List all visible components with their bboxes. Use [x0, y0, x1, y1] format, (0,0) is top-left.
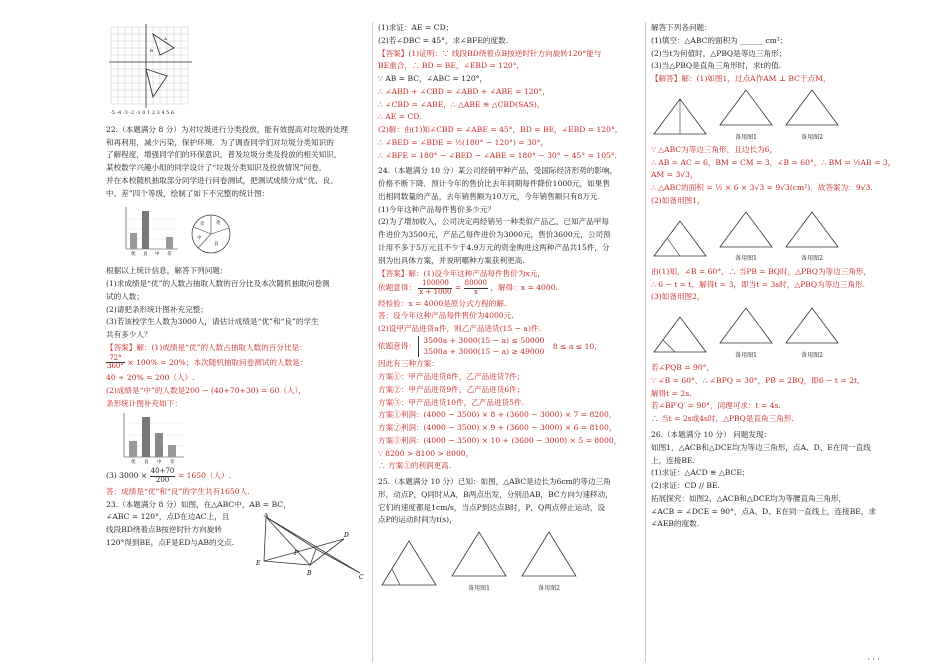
a24-eq-d1: x + 1000	[419, 288, 452, 296]
q25-1: (1)填空：△ABC的面积为 ______ cm²；	[651, 35, 788, 45]
column-1	[106, 22, 368, 579]
a24-sys-pre: 依题意得：	[378, 341, 416, 351]
q26-line-8: ∠AEB的度数.	[651, 519, 700, 529]
q25-line-4: 点P的运动时间为t(s)，	[378, 515, 457, 525]
a22-frac-den: 360°	[107, 362, 124, 371]
a24-sys-post: 8 ≤ a ≤ 10.	[552, 341, 597, 351]
svg-text:B: B	[150, 48, 153, 53]
a25-1-line-4: ∴ △ABC的面积 = ½ × 6 × 3√3 = 9√3(cm²)．故答案为：9√3.	[651, 183, 873, 193]
q24-line-3: 出相同数量的产品，去年销售额为10万元，今年销售额只有8万元.	[378, 191, 600, 201]
column-divider-2	[645, 22, 646, 662]
pie-label-zhong: 中	[197, 236, 202, 242]
bar-chart-incomplete	[120, 205, 180, 257]
a25-fig1-spare-2	[783, 87, 841, 129]
q22-line-1: 22.（本题满分 8 分）为对垃圾进行分类投放，能有效提高对垃圾的处理	[106, 124, 348, 134]
a25-figs-3	[651, 305, 913, 360]
fig25-row	[378, 528, 640, 593]
q24-line-5: (2)为了增加收入，公司决定再经销另一种类似产品乙，已知产品甲每	[378, 217, 609, 227]
a22-calc-text: × 100% = 20%；本次随机抽取问卷测试的人数是：	[127, 357, 308, 367]
q22-line-2: 和再利用，减少污染，保护环境．为了调查同学们对垃圾分类知识的	[106, 137, 334, 147]
q22-3-b: 共有多少人？	[106, 330, 152, 340]
bar-you	[130, 233, 137, 249]
fig25-cap-2: 备用图2	[538, 584, 560, 592]
a24-plan-9: ∴ 方案①的利润更高.	[378, 461, 452, 471]
fig23-triangle	[256, 513, 366, 579]
fig23-label-b: B	[307, 569, 312, 577]
bar-label-zhong: 中	[155, 252, 160, 258]
a23-line-8: ∴ ∠BED = ∠BDE = ½(180° − 120°) = 30°，	[378, 137, 549, 147]
bar2-label-cha: 差	[170, 460, 175, 466]
a25-fig2-main	[651, 218, 709, 260]
a25-1-line-1: ∵ △ABC为等边三角形，且边长为6，	[651, 144, 778, 154]
a24-plan-7: 方案③利润：(4000 − 3500) × 10 + (3600 − 3000) × 5 = 8000，	[378, 435, 622, 445]
coordinate-grid-figure	[106, 22, 196, 114]
a24-plan-2: 方案①：甲产品进货8件，乙产品进货7件；	[378, 372, 525, 381]
fig23-label-a: A	[264, 512, 269, 519]
bar-label-cha: 差	[167, 252, 172, 258]
a25-fig3-cap-2: 备用图2	[801, 351, 823, 359]
a25-2-line-1: 由(1)知，∠B = 60°，∴ 当PB = BQ时，△PBQ为等边三角形，	[651, 266, 872, 276]
q25-line-1: 25.（本题满分 10 分）已知：如图，△ABC是边长为6cm的等边三角	[378, 477, 611, 487]
q26-line-6: 拓展探究：如图2，△ACB和△DCE均为等腰直角三角形，	[651, 493, 847, 503]
a25-3-line-3: 解得t = 2s.	[651, 388, 692, 398]
q22-3-a: (3)若该校学生人数为3000人，请估计成绩是“优”和“良”的学生	[106, 317, 319, 327]
a23-line-7: (2)解：由(1)知∠CBD = ∠ABE = 45°，BD = BE，∠EBD = 120°，	[378, 125, 623, 135]
fig25-cap-1: 备用图1	[468, 584, 490, 592]
svg-text:A: A	[164, 36, 167, 41]
fig23-label-e: E	[256, 559, 261, 567]
a22-frac-num: 72°	[106, 355, 125, 364]
a24-eq-d2: x	[473, 288, 478, 296]
q25-line-3: 它们的速度都是1cm/s，当点P到达点B时，P，Q两点停止运动，设	[378, 502, 606, 512]
a24-plan-8: ∵ 8200 > 8100 > 8000，	[378, 448, 474, 458]
a24-plan-1: 因此有三种方案：	[378, 359, 439, 369]
q23-line-2: ∠ABC = 120°，点D在边AC上，且	[106, 512, 230, 522]
a25-fig3-spare-2	[783, 305, 841, 347]
fig23-label-f: F	[294, 549, 299, 557]
q26-line-7: ∠ACB = ∠DCE = 90°，点A、D、E在同一直线上，连接BE，求	[651, 506, 877, 516]
bar-cha	[166, 237, 173, 249]
q24-line-4: (1)今年这种产品每件售价多少元？	[378, 204, 496, 214]
a24-eq-n1: 100000	[418, 280, 452, 289]
page-mark: · · ·	[867, 654, 880, 664]
column-2	[378, 22, 640, 595]
q26-line-3: 上，连接BE.	[651, 455, 695, 465]
a22-line-3: (2)成绩是“中”的人数是200 − (40+70+30) = 60（人），	[106, 385, 307, 395]
q25-3: (3)当△PBQ是直角三角形时，求t的值.	[651, 61, 782, 71]
a25-1-line-5: (2)如备用图1，	[651, 195, 705, 205]
bar2-label-you: 优	[131, 460, 136, 466]
a25-3-line-5: ∴ 当t = 2s或4s时，△PBQ是直角三角形.	[651, 414, 794, 424]
a23-line-5: ∴ ∠CBD = ∠ABE，∴ △ABE ≌ △CBD(SAS)，	[378, 99, 545, 109]
a25-fig2-spare-1	[717, 209, 775, 251]
a24-head: 【答案】解：(1)设今年这种产品每件售价为x元，	[378, 268, 545, 278]
a24-eq-post: ，解得：x = 4000.	[490, 283, 558, 293]
fig25-main	[378, 537, 440, 589]
a24-plan-4: 方案③：甲产品进货10件，乙产品进货5件.	[378, 397, 524, 407]
bar2-zhong	[155, 433, 163, 457]
a25-figs-2	[651, 209, 913, 264]
grid-ticks: -5 -4 -3 -2 -1 0 1 2 3 4 5 6	[110, 110, 175, 116]
a25-fig3-main	[651, 314, 709, 356]
q26-line-4: (1)求证：△ACD ≌ △BCE；	[651, 468, 750, 478]
q22-1-a: (1)求成绩是“优”的人数占抽取人数的百分比及本次随机抽取问卷测	[106, 279, 330, 289]
a25-fig2-spare-2	[783, 209, 841, 251]
fig25-spare-1	[448, 528, 510, 580]
a22-line-4: 条形统计图补充如下：	[106, 398, 182, 408]
a22-head: 【答案】解：(1)成绩是“优”的人数占抽取人数的百分比是：	[106, 342, 307, 352]
q26-line-5: (2)求证：CD // BE.	[651, 481, 720, 491]
a23-line-9: ∴ ∠BFE = 180° − ∠BED − ∠ABE = 180° − 30° − 45° = 105°.	[378, 150, 618, 160]
pie-label-cha: 差	[200, 222, 205, 228]
a25-fig1-cap-1: 备用图1	[735, 133, 757, 141]
q22-1-b: 试的人数；	[106, 291, 144, 301]
a24-line-2: 答：设今年这种产品每件售价为4000元.	[378, 311, 514, 321]
a25-fig3-cap-1: 备用图1	[735, 351, 757, 359]
a25-3-line-2: ∵ ∠B = 60°，∴ ∠BPQ = 30°，PB = 2BQ，即6 − t = 2t，	[651, 375, 865, 385]
a23-line-4: ∴ ∠ABD + ∠CBD = ∠ABD + ∠ABE = 120°，	[378, 86, 550, 96]
a25-fig1-main	[651, 96, 709, 138]
bar2-label-zhong: 中	[157, 460, 162, 466]
a23-line-3: ∵ AB = BC，∠ABC = 120°，	[378, 74, 488, 84]
a25-2-line-2: ∴ 6 − t = t，解得t = 3，即当t = 3s时，△PBQ为等边三角形.	[651, 279, 866, 289]
bar2-liang	[142, 417, 150, 457]
q24-line-2: 价格不断下降．预计今年的售价比去年同期每件降价1000元，如果售	[378, 179, 610, 189]
bar-label-you: 优	[131, 252, 136, 258]
column-divider-1	[372, 22, 373, 662]
q22-line-6: 中、差”四个等级，绘制了如下不完整的统计图：	[106, 188, 270, 198]
a22-line-2: 40 ÷ 20% = 200（人）.	[106, 373, 195, 383]
bar-label-liang: 良	[143, 252, 148, 258]
a25-fig1-spare-1	[717, 87, 775, 129]
fig23-label-d: D	[344, 531, 349, 539]
q22-prompt: 根据以上统计信息，解答下列问题：	[106, 266, 228, 276]
a24-system	[378, 336, 640, 357]
a25-head: 【解答】解：(1)如图1，过点A作AM ⊥ BC于点M，	[651, 74, 831, 84]
q22-line-5: 并在本校随机抽取部分同学进行问卷测试，把测试成绩分成“优、良、	[106, 175, 338, 185]
a25-fig2-cap-1: 备用图1	[735, 255, 757, 263]
a22-3	[106, 468, 368, 484]
a25-2-line-3: (3)如备用图2，	[651, 292, 705, 302]
q25-line-2: 形，动点P，Q同时从A，B两点出发，分别沿AB，BC方向匀速移动，	[378, 489, 613, 499]
q23-2: (2)若∠DBC = 45°，求∠BFE的度数.	[378, 35, 509, 45]
q24-line-7: 计用不多于5万元且不少于4.9万元的资金购进这两种产品共15件，分	[378, 243, 610, 253]
bar2-you	[129, 441, 137, 457]
a24-sys-2: 3500a + 3000(15 − a) ≥ 49000	[423, 346, 545, 356]
fig23-label-c: C	[359, 573, 364, 579]
a25-1-line-2: ∴ AB = AC = 6，BM = CM = 3，∠B = 60°，∴ BM = ½AB = 3，	[651, 157, 896, 167]
q24-line-1: 24.（本题满分 10 分）某公司经销甲种产品，受国际经济形势的影响，	[378, 166, 618, 176]
a22-3-num: 40+70	[150, 467, 175, 476]
a22-3-end: 答：成绩是“优”和“良”的学生共有1650人.	[106, 486, 250, 496]
q23-block	[106, 499, 368, 579]
a24-line-3: (2)设甲产品进货a件，则乙产品进货(15 − a)件.	[378, 324, 541, 334]
a23-line-6: ∴ AE = CD.	[378, 112, 422, 122]
q22-line-3: 了解程度，增强同学们的环保意识，普及垃圾分类及投放的相关知识，	[106, 150, 342, 160]
a25-1-line-3: AM = 3√3，	[651, 170, 698, 180]
q24-line-6: 件进价为3500元，产品乙每件进价为3000元，售价3600元，公司预	[378, 230, 611, 240]
a25-figs-1	[651, 87, 913, 142]
q23-line-3: 线段BD绕着点B按逆时针方向旋转	[106, 525, 222, 535]
q23-line-1: 23.（本题满分 8 分）如图，在△ABC中，AB = BC，	[106, 499, 291, 509]
q23-1: (1)求证：AE = CD；	[378, 23, 454, 32]
pie-label-liang: 良	[214, 242, 219, 248]
q26-line-1: 26.（本题满分 10 分） 问题发现：	[651, 429, 772, 439]
a25-3-line-1: 若∠PQB = 90°，	[651, 363, 715, 373]
a25-3-line-4: 若∠BP′Q′ = 90°，同理可求：t = 4s.	[651, 401, 781, 411]
bar-chart-complete	[118, 411, 188, 465]
q25-continued: 解答下列各问题：	[651, 23, 712, 32]
a23-line-2: BE重合，∴ BD = BE，∠EBD = 120°，	[378, 61, 525, 71]
pie-label-you: 优	[216, 221, 221, 227]
q26-line-2: 如图1，△ACB和△DCE均为等边三角形，点A、D、E在同一直线	[651, 442, 871, 452]
fig25-spare-2	[518, 528, 580, 580]
pie-chart	[188, 211, 234, 257]
a24-eq: 依题意得： $\frac{100000}{x + 1000}$ = $\frac{80000}{x}$ ，解得：x = 4000.	[378, 279, 558, 296]
q22-charts	[120, 205, 368, 257]
a22-3-den: 200	[155, 476, 170, 485]
a24-plan-3: 方案②：甲产品进货9件，乙产品进货6件；	[378, 384, 525, 394]
bar-liang	[142, 211, 149, 249]
a24-plan-5: 方案①利润：(4000 − 3500) × 8 + (3600 − 3000) × 7 = 8200，	[378, 410, 617, 420]
q22-2: (2)请把条形统计图补充完整；	[106, 304, 208, 314]
a25-fig1-cap-2: 备用图2	[801, 133, 823, 141]
a23-line-1: 【答案】(1)证明：∵ 线段BD绕着点B按逆时针方向旋转120°能与	[378, 48, 602, 58]
a25-fig2-cap-2: 备用图2	[801, 255, 823, 263]
a24-line-1: 经检验：x = 4000是原分式方程的解.	[378, 298, 507, 308]
q23-line-4: 120°得到BE，点F是ED与AB的交点.	[106, 537, 235, 547]
a22-3-pre: (3) 3000 ×	[106, 471, 148, 481]
a22-calc	[106, 355, 368, 371]
a25-fig3-spare-1	[717, 305, 775, 347]
a24-eq-pre: 依题意得：	[378, 283, 416, 293]
bar2-label-liang: 良	[144, 460, 149, 466]
bar2-cha	[168, 445, 176, 457]
q22-line-4: 某校数学兴趣小组的同学设计了“垃圾分类知识及投放情况”问卷，	[106, 163, 327, 173]
q24-line-8: 别为出具体方案，并说明哪种方案获利更高.	[378, 255, 525, 265]
column-3	[651, 22, 913, 531]
a24-eq-n2: 80000	[464, 279, 487, 288]
q25-2: (2)当t为何值时，△PBQ是等边三角形；	[651, 48, 787, 58]
a22-3-post: = 1650（人）.	[177, 471, 232, 481]
a24-plan-6: 方案②利润：(4000 − 3500) × 9 + (3600 − 3000) × 6 = 8100，	[378, 423, 617, 433]
a24-sys-1: 3500a + 3000(15 − a) ≤ 50000	[423, 335, 545, 345]
